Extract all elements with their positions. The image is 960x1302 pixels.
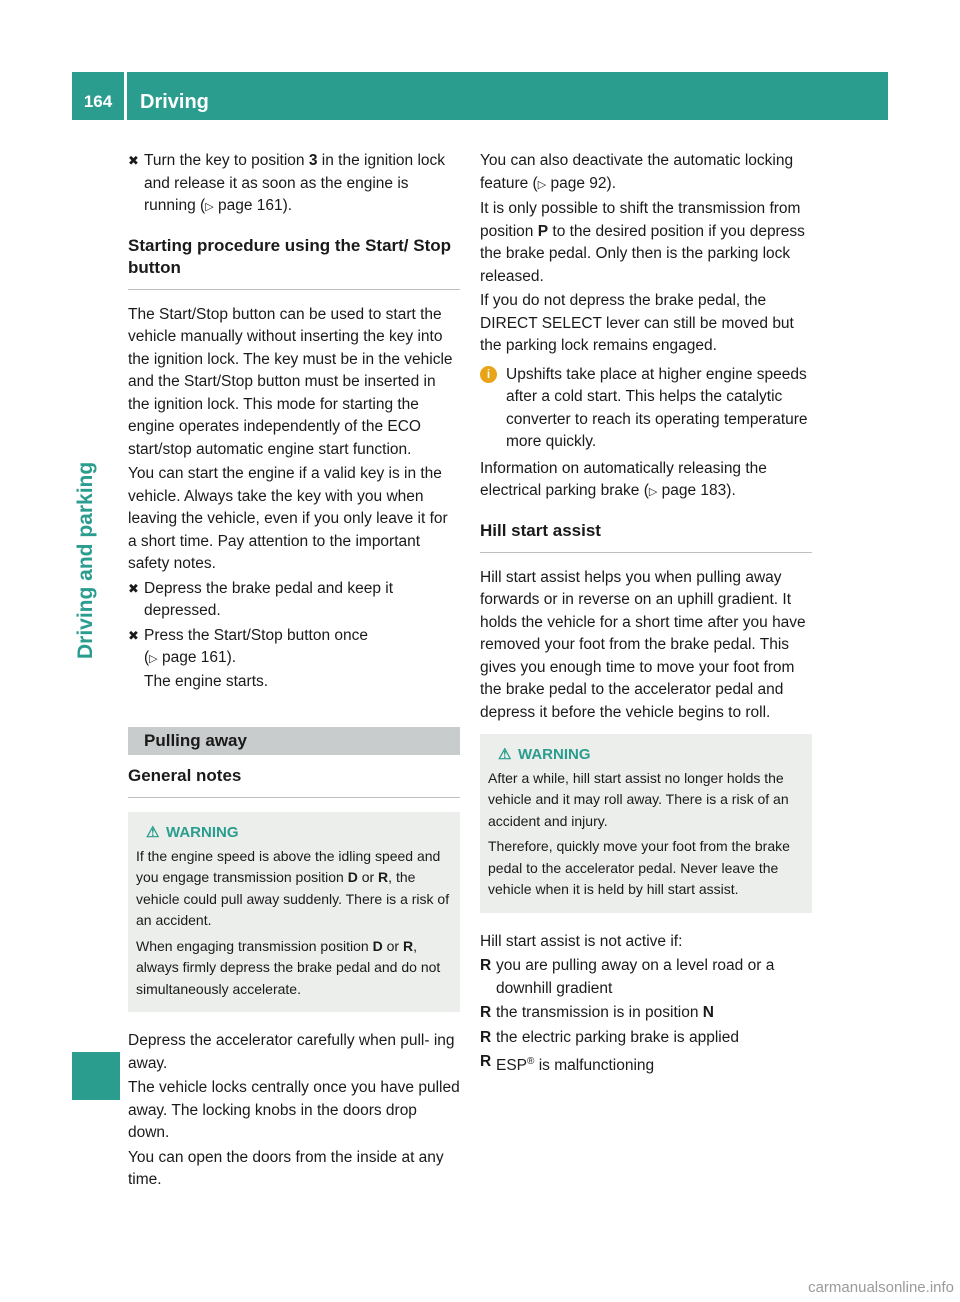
warning-box: ⚠ WARNING After a while, hill start assist no longer holds the vehicle and it may roll away. There is a risk of an accident and injury. Therefore, quickly move your foot from the brake pedal to the accelerator pedal. Never leave the vehicle when it is held by hill start assist.	[480, 734, 812, 913]
right-column	[480, 150, 812, 1080]
warning-triangle-icon: ⚠	[146, 824, 160, 841]
heading-general-notes: General notes	[128, 766, 242, 785]
page-ref-icon: ▷	[149, 653, 158, 665]
list-item: R ESP® is malfunctioning	[480, 1053, 655, 1075]
step-arrow-icon: ✖	[128, 153, 139, 168]
list-item: R you are pulling away on a level road or a downhill gradient	[480, 957, 775, 997]
warning-triangle-icon: ⚠	[498, 746, 512, 763]
page-ref-icon: ▷	[537, 178, 547, 191]
paragraph: You can also deactivate the automatic locking feature (▷ page 92).	[480, 152, 794, 192]
step-arrow-icon: ✖	[128, 627, 139, 643]
header-divider	[124, 72, 127, 120]
warning-title: WARNING	[518, 746, 591, 763]
divider	[480, 552, 812, 553]
info-note: i Upshifts take place at higher engine speeds after a cold start. This helps the catalytic converter to reach its operating temperature more quickly.	[480, 364, 812, 454]
bullet-icon: R	[480, 1028, 492, 1046]
list-item: R the transmission is in position N	[480, 1002, 812, 1025]
bullet-icon: R	[480, 1004, 492, 1021]
paragraph: You can start the engine if a valid key is in the vehicle. Always take the key with you when leaving the vehicle, even if you only leave it for a short time. Pay attention to the important safety notes.	[128, 465, 448, 572]
paragraph: It is only possible to shift the transmission from position P to the desired position if you depress the brake pedal. Only then is the parking lock released.	[480, 200, 805, 285]
paragraph: Hill start assist is not active if:	[480, 932, 683, 950]
step-arrow-icon: ✖	[128, 580, 139, 596]
page-reference-link[interactable]: page 92).	[550, 174, 617, 192]
section-title: Driving	[140, 91, 209, 113]
paragraph: Hill start assist helps you when pulling away forwards or in reverse on an uphill gradient. It holds the vehicle for a short time after you have removed your foot from the brake pedal. This gives you enough time to move your foot from the brake pedal to the accelerator pedal and depress it before the vehicle begins to roll.	[480, 568, 806, 721]
instruction-step: ✖ Press the Start/Stop button once (▷ page 161). The engine starts.	[128, 626, 369, 690]
page-number: 164	[83, 92, 113, 111]
heading-start-stop: Starting procedure using the Start/ Stop button	[128, 235, 452, 277]
paragraph: You can open the doors from the inside at any time.	[128, 1148, 444, 1188]
instruction-step: ✖ Depress the brake pedal and keep it depressed.	[128, 579, 394, 619]
chapter-marker	[72, 1052, 120, 1100]
warning-title: WARNING	[166, 824, 239, 841]
list-item: R the electric parking brake is applied	[480, 1027, 812, 1050]
paragraph: If you do not depress the brake pedal, the DIRECT SELECT lever can still be moved but the parking lock remains engaged.	[480, 292, 794, 354]
paragraph: The Start/Stop button can be used to start the vehicle manually without inserting the key into the ignition lock. The key must be in the vehicle and the Start/Stop button must be inserted in the ignition lock. This mode for starting the engine operates independently of the ECO start/stop automatic engine start function.	[128, 305, 453, 458]
paragraph: Depress the accelerator carefully when pull- ing away.	[128, 1032, 455, 1072]
watermark-text[interactable]: carmanualsonline.info	[808, 1279, 954, 1296]
left-column	[128, 150, 460, 1194]
bullet-icon: R	[480, 957, 492, 974]
page-reference-link[interactable]: page 183).	[661, 482, 736, 499]
page-reference-link[interactable]: page 161).	[217, 197, 293, 214]
paragraph: Information on automatically releasing the electrical parking brake (▷ page 183).	[480, 459, 767, 499]
heading-hill-start: Hill start assist	[480, 520, 601, 540]
paragraph: The vehicle locks centrally once you have pulled away. The locking knobs in the doors drop down.	[128, 1079, 460, 1141]
warning-box: ⚠ WARNING If the engine speed is above the idling speed and you engage transmission position D or R, the vehicle could pull away suddenly. There is a risk of an accident. When engaging transmission position D or R, always firmly depress the brake pedal and do not simultaneously accelerate.	[128, 812, 460, 1012]
page-reference-link[interactable]: page 161).	[161, 649, 237, 666]
page-ref-icon: ▷	[205, 201, 214, 213]
chapter-side-label: Driving and parking	[74, 461, 97, 659]
instruction-step: ✖ Turn the key to position 3 in the ignition lock and release it as soon as the engine is running (▷ page 161).	[128, 152, 446, 214]
page-ref-icon: ▷	[648, 486, 658, 498]
divider	[128, 289, 460, 290]
divider	[128, 797, 460, 798]
bullet-icon: R	[480, 1053, 492, 1070]
section-band-pulling-away: Pulling away	[128, 727, 460, 755]
info-icon: i	[480, 366, 497, 383]
